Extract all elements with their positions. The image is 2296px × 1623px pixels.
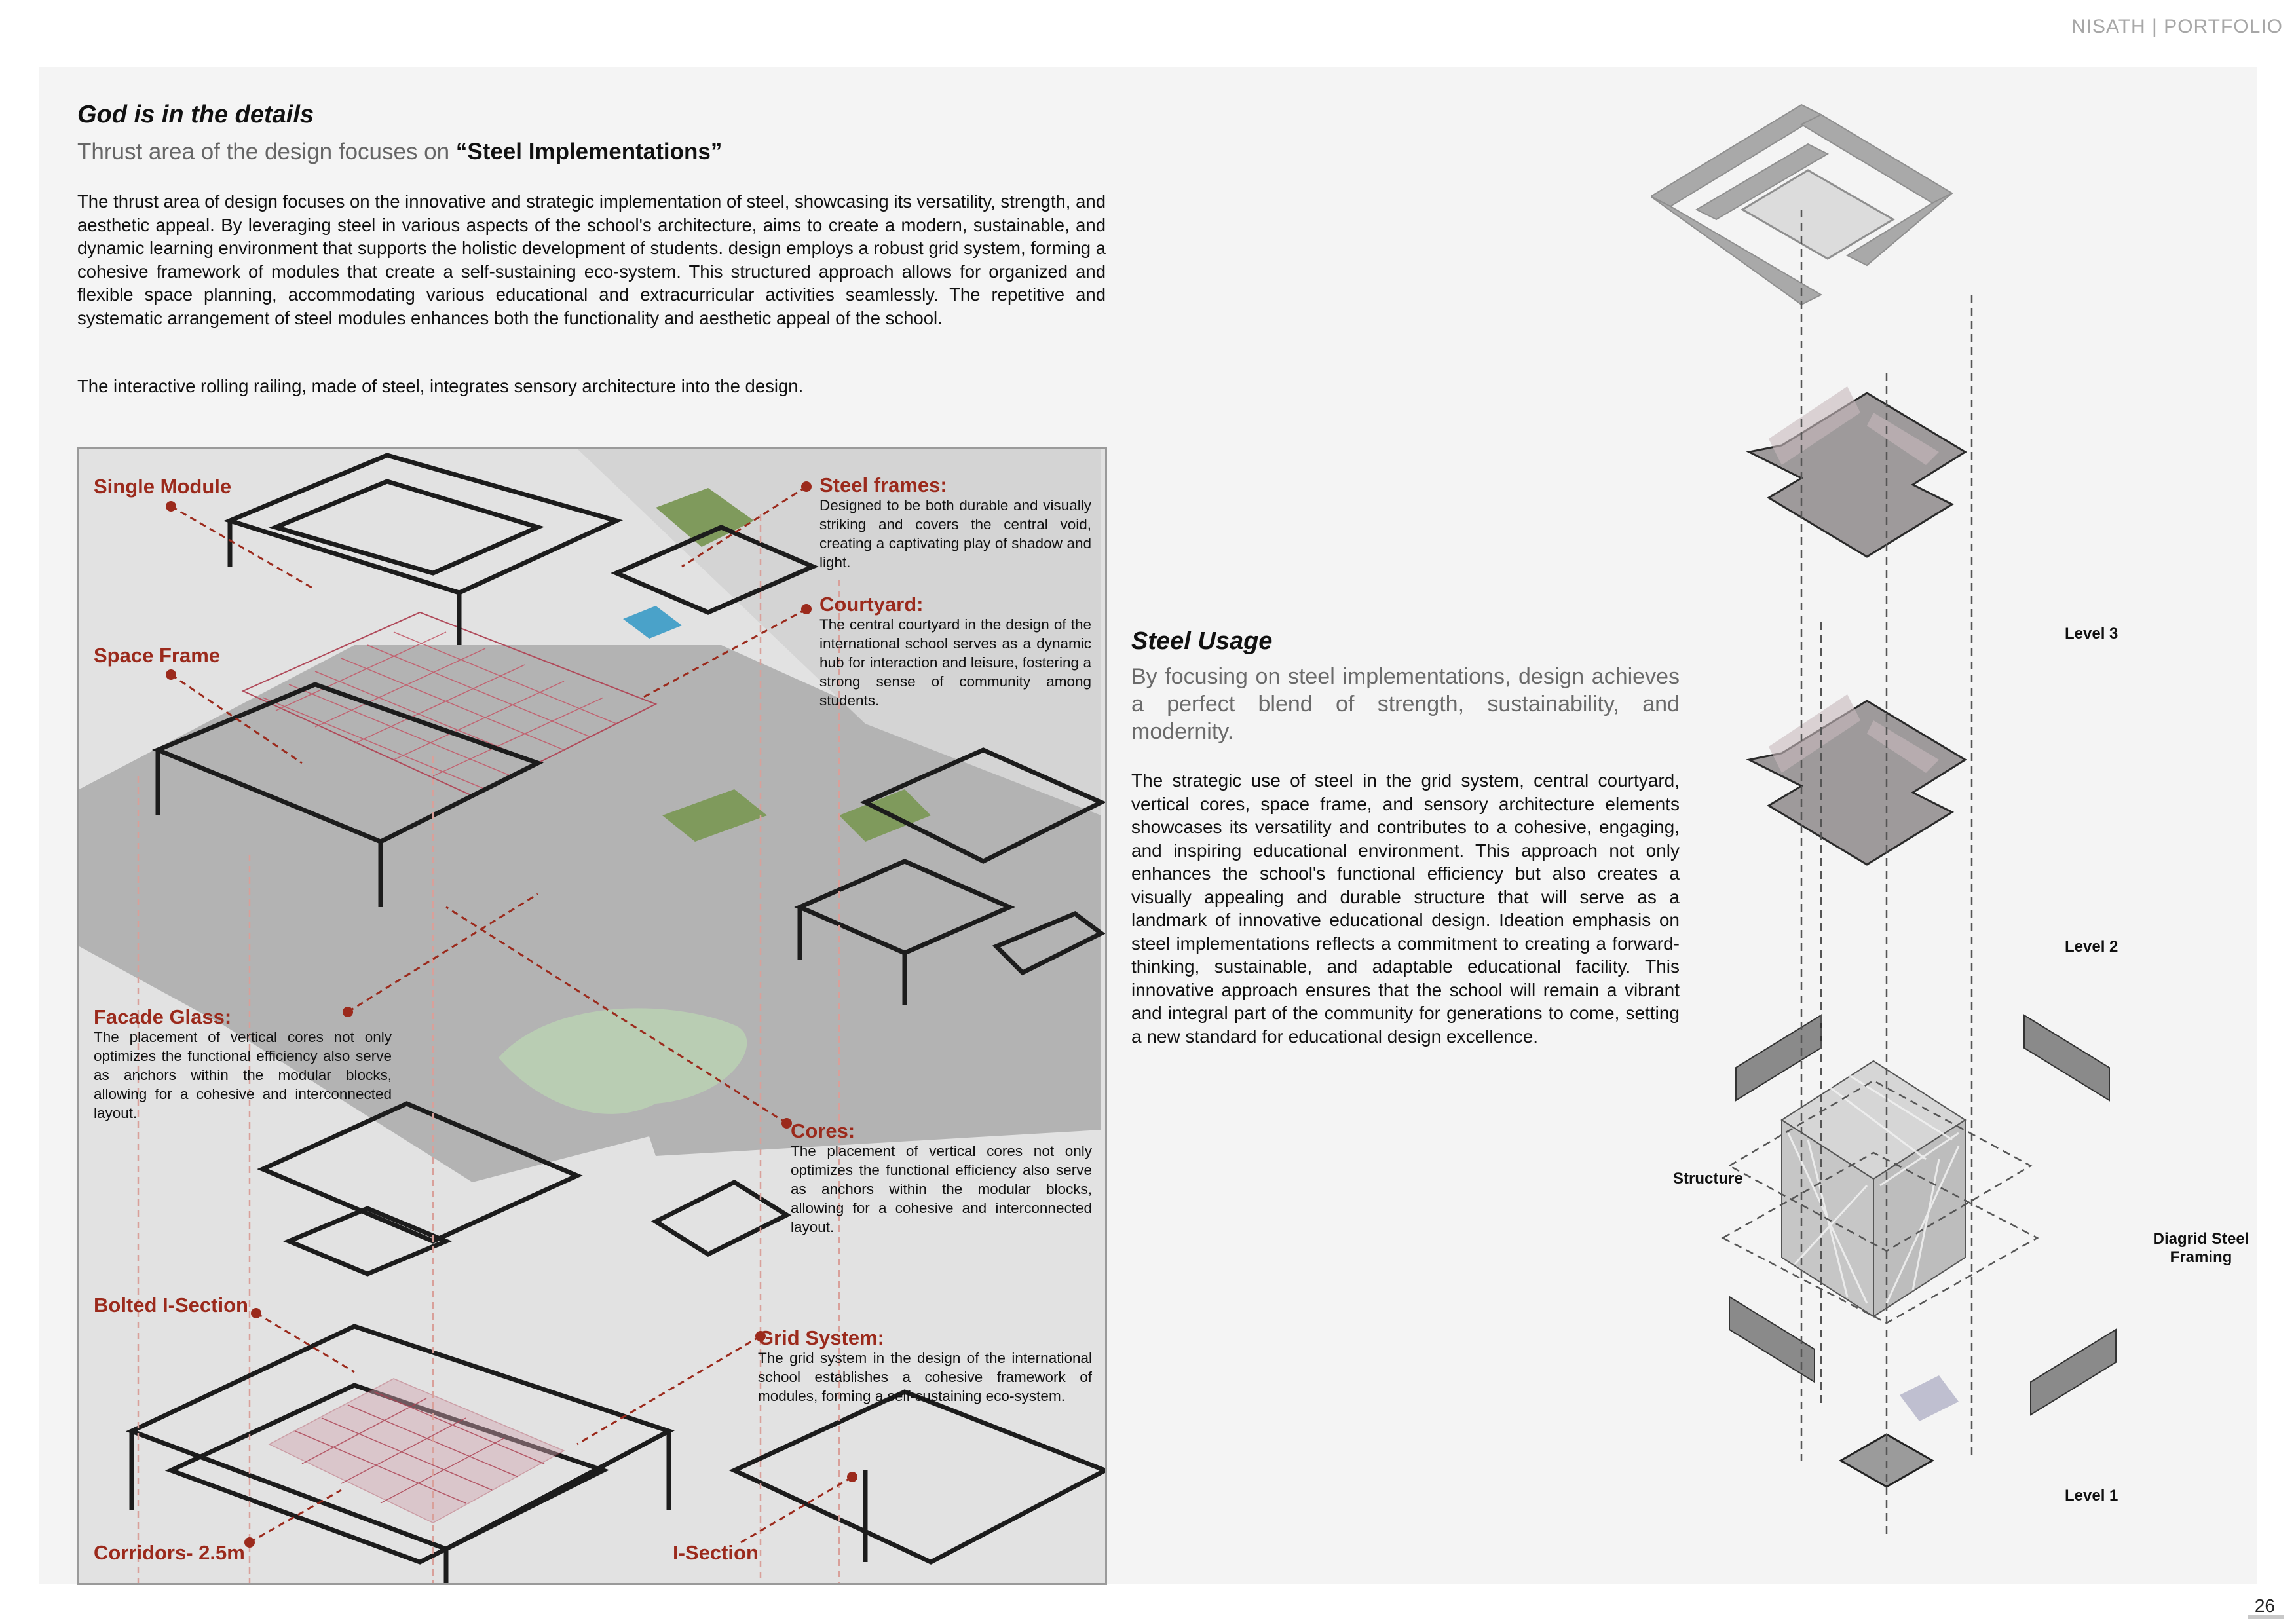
callout-bolted-i-section: Bolted I-Section <box>94 1294 248 1316</box>
callout-i-section: I-Section <box>673 1541 759 1564</box>
callout-courtyard: Courtyard: <box>819 593 924 616</box>
steel-usage-subtitle: By focusing on steel implementations, design achieves a perfect blend of strength, sustainability, and modernity. <box>1131 664 1680 744</box>
cores-description: The placement of vertical cores not only optimizes the functional efficiency also serve as anchors within the modular blocks, allowing for a cohesive and interconnected layout. <box>791 1143 1092 1235</box>
steel-usage-body: The strategic use of steel in the grid system, central courtyard, vertical cores, space frame, and sensory architecture elements showcases its versatility and contributes to a cohesive, engaging, and inspiring educational environment. This approach not only enhances the school's functional efficiency but also creates a visually appealing and durable structure that will serve as a landmark of innovative educational design. Ideation emphasis on steel implementations reflects a commitment to creating a forward-thinking, sustainable, and adaptable educational facility. This innovative approach ensures that the school will remain a vibrant and integral part of the community for generations to come, setting a new standard for educational design excellence. <box>1131 770 1680 1047</box>
callout-space-frame: Space Frame <box>94 644 220 667</box>
callout-single-module: Single Module <box>94 475 232 498</box>
railing-paragraph: The interactive rolling railing, made of steel, integrates sensory architecture into the design. <box>77 376 804 396</box>
callout-grid-system: Grid System: <box>758 1326 884 1349</box>
label-level-2: Level 2 <box>2065 938 2118 956</box>
subtitle-prefix: Thrust area of the design focuses on <box>77 139 456 164</box>
page-subtitle <box>77 139 722 165</box>
isometric-steel-diagram <box>77 447 1107 1585</box>
portfolio-header: NISATH | PORTFOLIO <box>2071 16 2283 37</box>
steel-usage-title: Steel Usage <box>1131 627 1273 655</box>
callout-corridors: Corridors- 2.5m <box>94 1541 245 1564</box>
label-structure: Structure <box>1673 1170 1743 1187</box>
page-title: God is in the details <box>77 101 314 128</box>
subtitle-emphasis: “Steel Implementations” <box>455 139 723 164</box>
label-level-1: Level 1 <box>2065 1487 2118 1504</box>
steel-frames-description: Designed to be both durable and visually striking and covers the central void, creating a captivating play of shadow and light. <box>819 497 1091 570</box>
intro-paragraph: The thrust area of design focuses on the innovative and strategic implementation of steel, showcasing its versatility, strength, and aesthetic appeal. By leveraging steel in various aspects of the school's architecture, aims to create a modern, sustainable, and dynamic learning environment that supports the holistic development of students. design employs a robust grid system, forming a cohesive framework of modules that create a self-sustaining eco-system. This structured approach allows for organized and flexible space planning, accommodating various educational and extracurricular activities seamlessly. The repetitive and systematic arrangement of steel modules enhances both the functionality and aesthetic appeal of the school. <box>77 191 1106 328</box>
grid-system-description: The grid system in the design of the international school establishes a cohesive framework of modules, forming a self-sustaining eco-system. <box>758 1350 1092 1404</box>
callout-steel-frames: Steel frames: <box>819 474 947 496</box>
exploded-axonometric-diagram <box>1651 98 2253 1572</box>
page-number: 26 <box>2254 1595 2275 1616</box>
callout-facade-glass: Facade Glass: <box>94 1005 232 1028</box>
label-level-3: Level 3 <box>2065 625 2118 643</box>
label-diagrid-steel-framing: Diagrid Steel Framing <box>2153 1230 2249 1266</box>
callout-cores: Cores: <box>791 1119 856 1142</box>
facade-glass-description: The placement of vertical cores not only optimizes the functional efficiency also serve as anchors within the modular blocks, allowing for a cohesive and interconnected layout. <box>94 1029 392 1121</box>
courtyard-description: The central courtyard in the design of the international school serves as a dynamic hub for interaction and leisure, fostering a strong sense of community among students. <box>819 616 1091 709</box>
